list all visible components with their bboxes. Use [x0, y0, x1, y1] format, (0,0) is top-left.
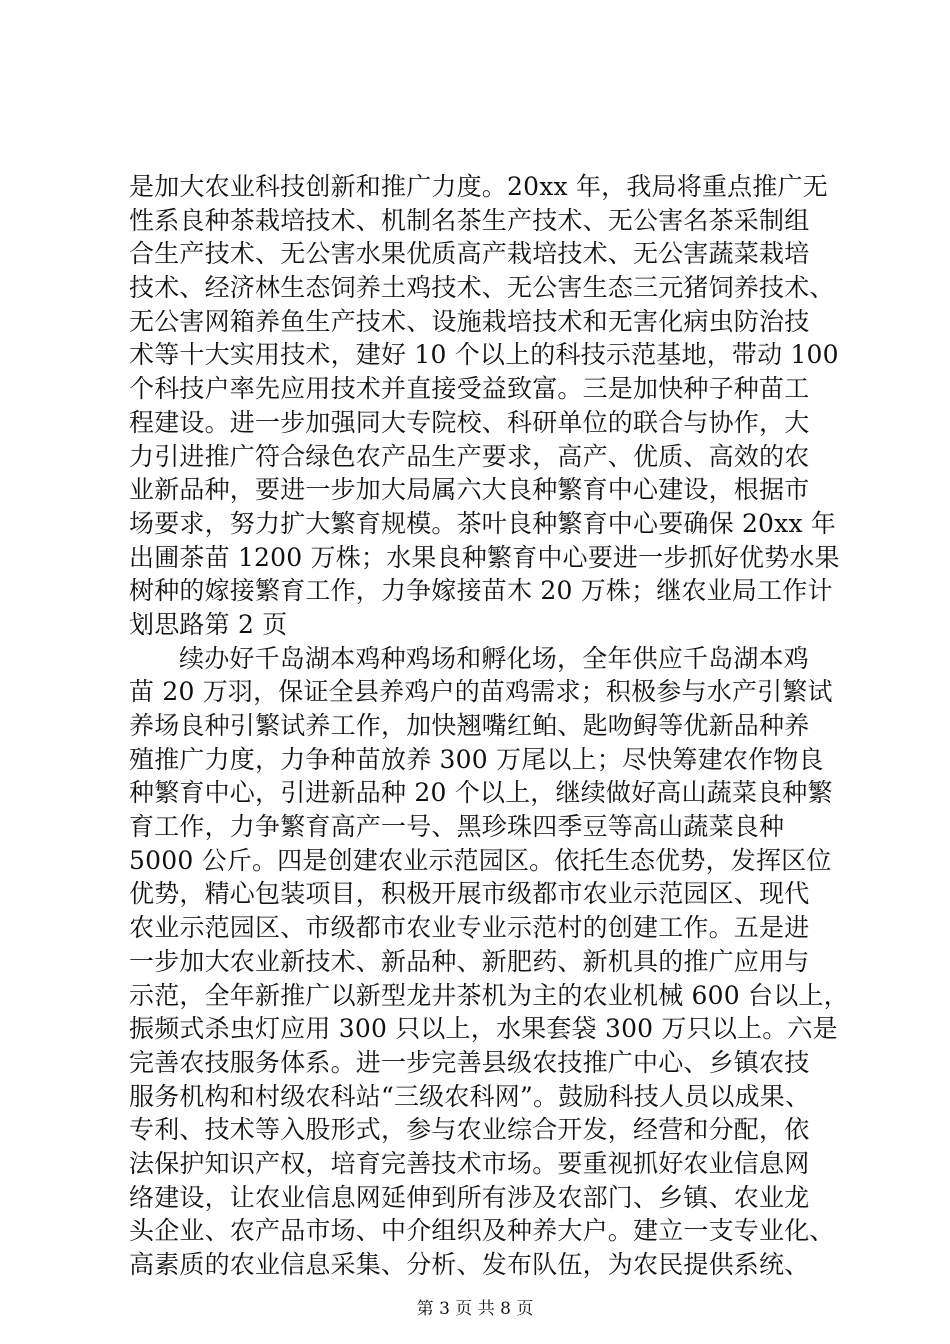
page-footer: [0, 1298, 950, 1320]
text-line: 合生产技术、无公害水果优质高产栽培技术、无公害蔬菜栽培: [129, 239, 810, 269]
text-line: 养场良种引繁试养工作，加快翘嘴红鲌、匙吻鲟等优新品种养: [129, 711, 810, 740]
text-line: 性系良种茶栽培技术、机制名茶生产技术、无公害名茶采制组: [129, 205, 810, 235]
text-line: 服务机构和村级农科站“三级农科网”。鼓励科技人员以成果、: [129, 1081, 811, 1111]
text-line: 苗 20 万羽，保证全县养鸡户的苗鸡需求；积极参与水产引繁试: [129, 677, 833, 707]
text-line: 场要求，努力扩大繁育规模。茶叶良种繁育中心要确保 20xx 年: [129, 508, 837, 538]
paragraph-start-line: 续办好千岛湖本鸡种鸡场和孵化场，全年供应千岛湖本鸡: [179, 643, 810, 673]
text-line: 种繁育中心，引进新品种 20 个以上，继续做好高山蔬菜良种繁: [129, 778, 833, 808]
text-line: 是加大农业科技创新和推广力度。20xx 年，我局将重点推广无: [129, 172, 828, 201]
text-line: 头企业、农产品市场、中介组织及种养大户。建立一支专业化、: [129, 1216, 835, 1246]
text-line: 5000 公斤。四是创建农业示范园区。依托生态优势，发挥区位: [129, 845, 832, 875]
text-line: 优势，精心包装项目，积极开展市级都市农业示范园区、现代: [129, 879, 810, 909]
text-line: 力引进推广符合绿色农产品生产要求，高产、优质、高效的农: [129, 441, 810, 471]
text-line: 络建设，让农业信息网延伸到所有涉及农部门、乡镇、农业龙: [129, 1182, 810, 1212]
text-line: 振频式杀虫灯应用 300 只以上，水果套袋 300 万只以上。六是: [129, 1014, 838, 1044]
text-line: 高素质的农业信息采集、分析、发布队伍，为农民提供系统、: [129, 1250, 810, 1279]
text-line: 无公害网箱养鱼生产技术、设施栽培技术和无害化病虫防治技: [129, 306, 810, 336]
text-line: 示范，全年新推广以新型龙井茶机为主的农业机械 600 台以上，: [129, 980, 849, 1010]
page-number-label: 第 3 页 共 8 页: [416, 1299, 534, 1319]
text-line: 技术、经济林生态饲养土鸡技术、无公害生态三元猪饲养技术、: [129, 273, 835, 303]
text-line: 育工作，力争繁育高产一号、黑珍珠四季豆等高山蔬菜良种: [129, 812, 785, 842]
text-line: 完善农技服务体系。进一步完善县级农技推广中心、乡镇农技: [129, 1047, 810, 1077]
text-line: 一步加大农业新技术、新品种、新肥药、新机具的推广应用与: [129, 946, 810, 976]
text-line: 树种的嫁接繁育工作，力争嫁接苗木 20 万株；继农业局工作计: [129, 576, 833, 606]
text-line: 农业示范园区、市级都市农业专业示范村的创建工作。五是进: [129, 913, 810, 943]
text-line: 个科技户率先应用技术并直接受益致富。三是加快种子种苗工: [129, 374, 810, 404]
text-line: 业新品种，要进一步加大局属六大良种繁育中心建设，根据市: [129, 475, 810, 505]
text-line: 术等十大实用技术，建好 10 个以上的科技示范基地，带动 100: [129, 340, 839, 370]
body-text: [129, 170, 849, 1282]
text-line: 殖推广力度，力争种苗放养 300 万尾以上；尽快筹建农作物良: [129, 744, 824, 774]
text-line: 划思路第 2 页: [129, 609, 288, 639]
text-line: 专利、技术等入股形式，参与农业综合开发，经营和分配，依: [129, 1115, 810, 1145]
text-line: 出圃茶苗 1200 万株；水果良种繁育中心要进一步抓好优势水果: [129, 542, 840, 572]
text-line: 程建设。进一步加强同大专院校、科研单位的联合与协作，大: [129, 407, 810, 437]
text-line: 法保护知识产权，培育完善技术市场。要重视抓好农业信息网: [129, 1148, 810, 1178]
